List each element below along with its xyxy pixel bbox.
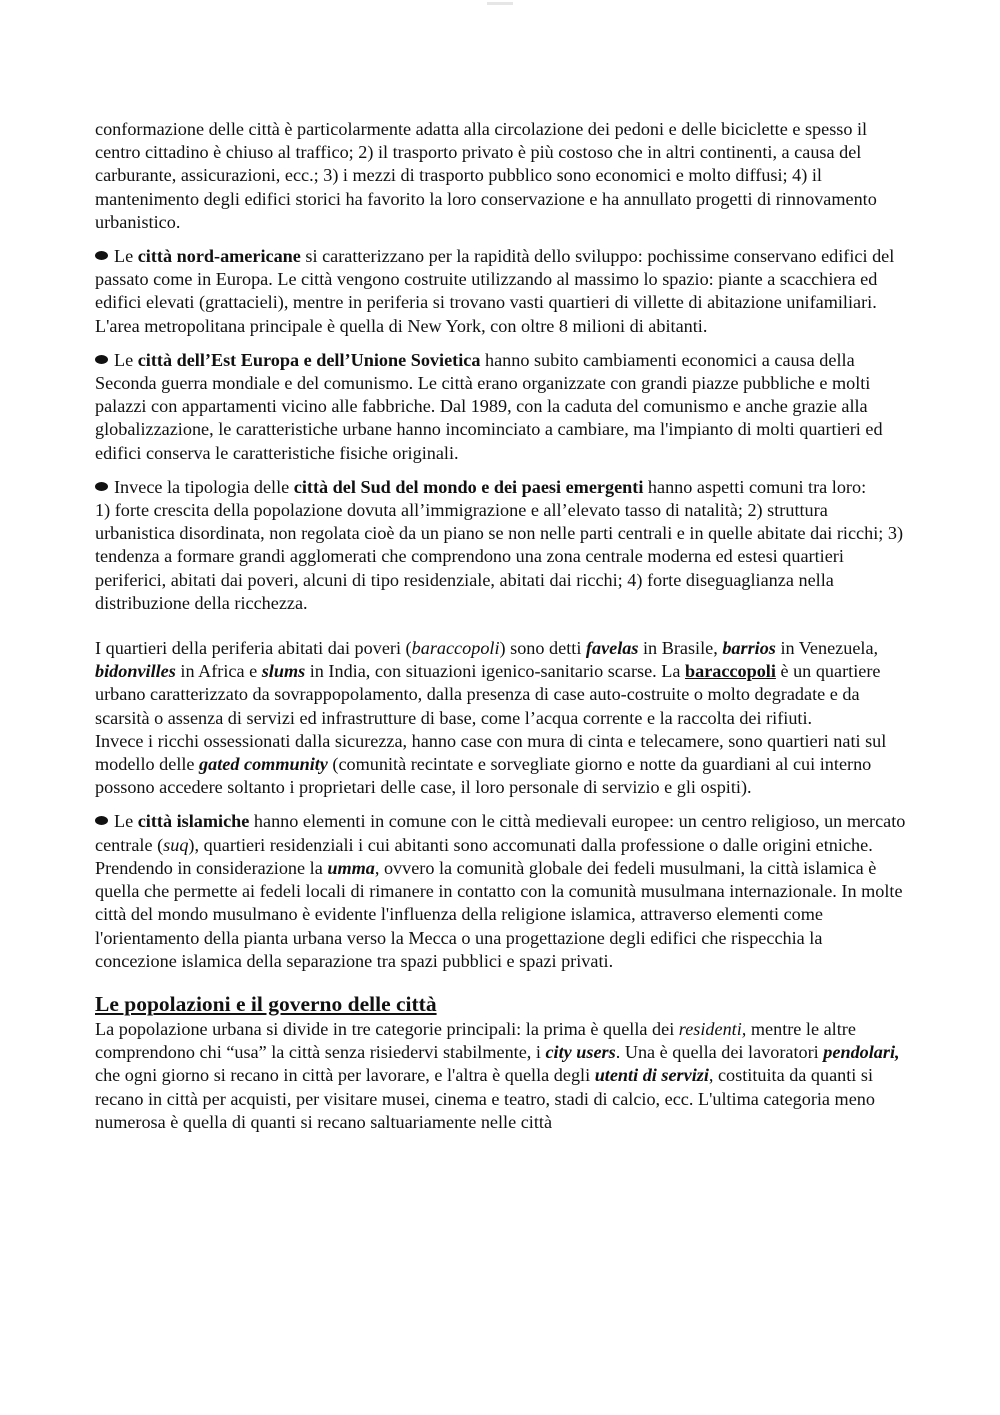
term-city-users: city users (545, 1042, 616, 1063)
term-pendolari: pendolari, (823, 1042, 900, 1063)
term-islamic-cities: città islamiche (137, 811, 250, 832)
term-umma: umma (327, 857, 375, 878)
bullet-icon (95, 355, 108, 364)
paragraph-south-cities: Invece la tipologia delle città del Sud del mondo e dei paesi emergenti hanno aspetti comuni tra loro: (95, 476, 907, 499)
section-heading: Le popolazioni e il governo delle città (95, 991, 437, 1016)
term-gated-community: gated community (199, 754, 328, 775)
term-barrios: barrios (722, 638, 776, 659)
term-east-europe-cities: città dell’Est Europa e dell’Unione Sovietica (137, 349, 481, 370)
bullet-icon (95, 251, 108, 260)
header-mark (487, 2, 513, 5)
paragraph-slums: I quartieri della periferia abitati dai poveri (baraccopoli) sono detti favelas in Brasile, barrios in Venezuela, bidonvilles in Africa e slums in India, con situazioni igenico-sanitario scarse. La baraccopoli è un quartiere urbano caratterizzato da sovrappopolamento, dalla presenza di case auto-costruite o molto degradate e da scarsità o assenza di servizi ed infrastrutture di base, come l’acqua corrente e la raccolta dei rifiuti. (95, 638, 881, 728)
term-suq: suq (163, 834, 189, 855)
paragraph-urban-population: La popolazione urbana si divide in tre categorie principali: la prima è quella dei residenti, mentre le altre comprendono chi “usa” la città senza risiedervi stabilmente, i city users. Una è quella dei lavoratori pendolari, che ogni giorno si recano in città per lavorare, e l'altra è quella degli utenti di servizi, costituita da quanti si recano in città per acquisti, per visitare musei, cinema e teatro, stadi di calcio, ecc. L'ultima categoria meno numerosa è quella di quanti si recano saltuariamente nelle città (95, 1018, 900, 1132)
south-cities-list: 1) forte crescita della popolazione dovuta all’immigrazione e all’elevato tasso di natalità; 2) struttura urbanistica disordinata, non regolata cioè da un piano se non nelle parti centrali e in quelle abitate dai ricchi; 3) tendenza a formare grandi agglomerati che comprendono una zona centrale moderna ed estesi quartieri periferici, abitati dai poveri, alcuni di tipo residenziale, abitati dai ricchi; 4) forte diseguaglianza nella distribuzione della ricchezza. (95, 500, 904, 613)
term-baraccopoli-underlined: baraccopoli (684, 661, 776, 682)
document-page (95, 118, 907, 1134)
term-slums: slums (261, 661, 306, 682)
bullet-icon (95, 816, 108, 825)
paragraph-islamic-cities: Le città islamiche hanno elementi in comune con le città medievali europee: un centro religioso, un mercato centrale (suq), quartieri residenziali i cui abitanti sono accomunati dalla professione o dalle origini etniche. Prendendo in considerazione la umma, ovvero la comunità globale dei fedeli musulmani, la città islamica è quella che permette ai fedeli locali di rimanere in contatto con la comunità musulmana internazionale. In molte città del mondo musulmano è evidente l'influenza della religione islamica, attraverso elementi come l'orientamento della pianta urbana verso la Mecca o una progettazione degli edifici che rispecchia la concezione islamica della separazione tra spazi pubblici e spazi privati. (95, 811, 906, 971)
term-bidonvilles: bidonvilles (95, 661, 176, 682)
term-utenti-di-servizi: utenti di servizi (594, 1065, 709, 1086)
term-residenti: residenti, (678, 1018, 747, 1039)
term-baraccopoli-italic: baraccopoli (411, 638, 500, 659)
paragraph-gated-communities: Invece i ricchi ossessionati dalla sicurezza, hanno case con mura di cinta e telecamere, sono quartieri nati sul modello delle gated community (comunità recintate e sorvegliate giorno e notte da guardiani al cui interno possono accedere soltanto i proprietari delle case, il loro personale di servizio e gli ospiti). (95, 730, 887, 798)
term-north-american-cities: città nord-americane (137, 246, 301, 267)
term-south-cities: città del Sud del mondo e dei paesi emergenti (293, 476, 644, 497)
term-favelas: favelas (585, 638, 639, 659)
paragraph-east-europe-cities: Le città dell’Est Europa e dell’Unione Sovietica hanno subito cambiamenti economici a causa della Seconda guerra mondiale e del comunismo. Le città erano organizzate con grandi piazze pubbliche e molti palazzi con appartamenti vicino alle fabbriche. Dal 1989, con la caduta del comunismo e anche grazie alla globalizzazione, le caratteristiche urbane hanno incominciato a cambiare, ma l'impianto di molti quartieri ed edifici conserva le caratteristiche fisiche originali. (95, 349, 883, 463)
bullet-icon (95, 482, 108, 491)
paragraph-europe-continued: conformazione delle città è particolarmente adatta alla circolazione dei pedoni e delle biciclette e spesso il centro cittadino è chiuso al traffico; 2) il trasporto privato è più costoso che in altri continenti, a causa del carburante, assicurazioni, ecc.; 3) i mezzi di trasporto pubblico sono economici e molto diffusi; 4) il mantenimento degli edifici storici ha favorito la loro conservazione e ha annullato progetti di rinnovamento urbanistico. (95, 119, 877, 232)
paragraph-north-american-cities: Le città nord-americane si caratterizzano per la rapidità dello sviluppo: pochissime conservano edifici del passato come in Europa. Le città vengono costruite utilizzando al massimo lo spazio: piante a scacchiera ed edifici elevati (grattacieli), mentre in periferia si trovano vasti quartieri di villette di abitazione unifamiliari. L'area metropolitana principale è quella di New York, con oltre 8 milioni di abitanti. (95, 246, 895, 336)
